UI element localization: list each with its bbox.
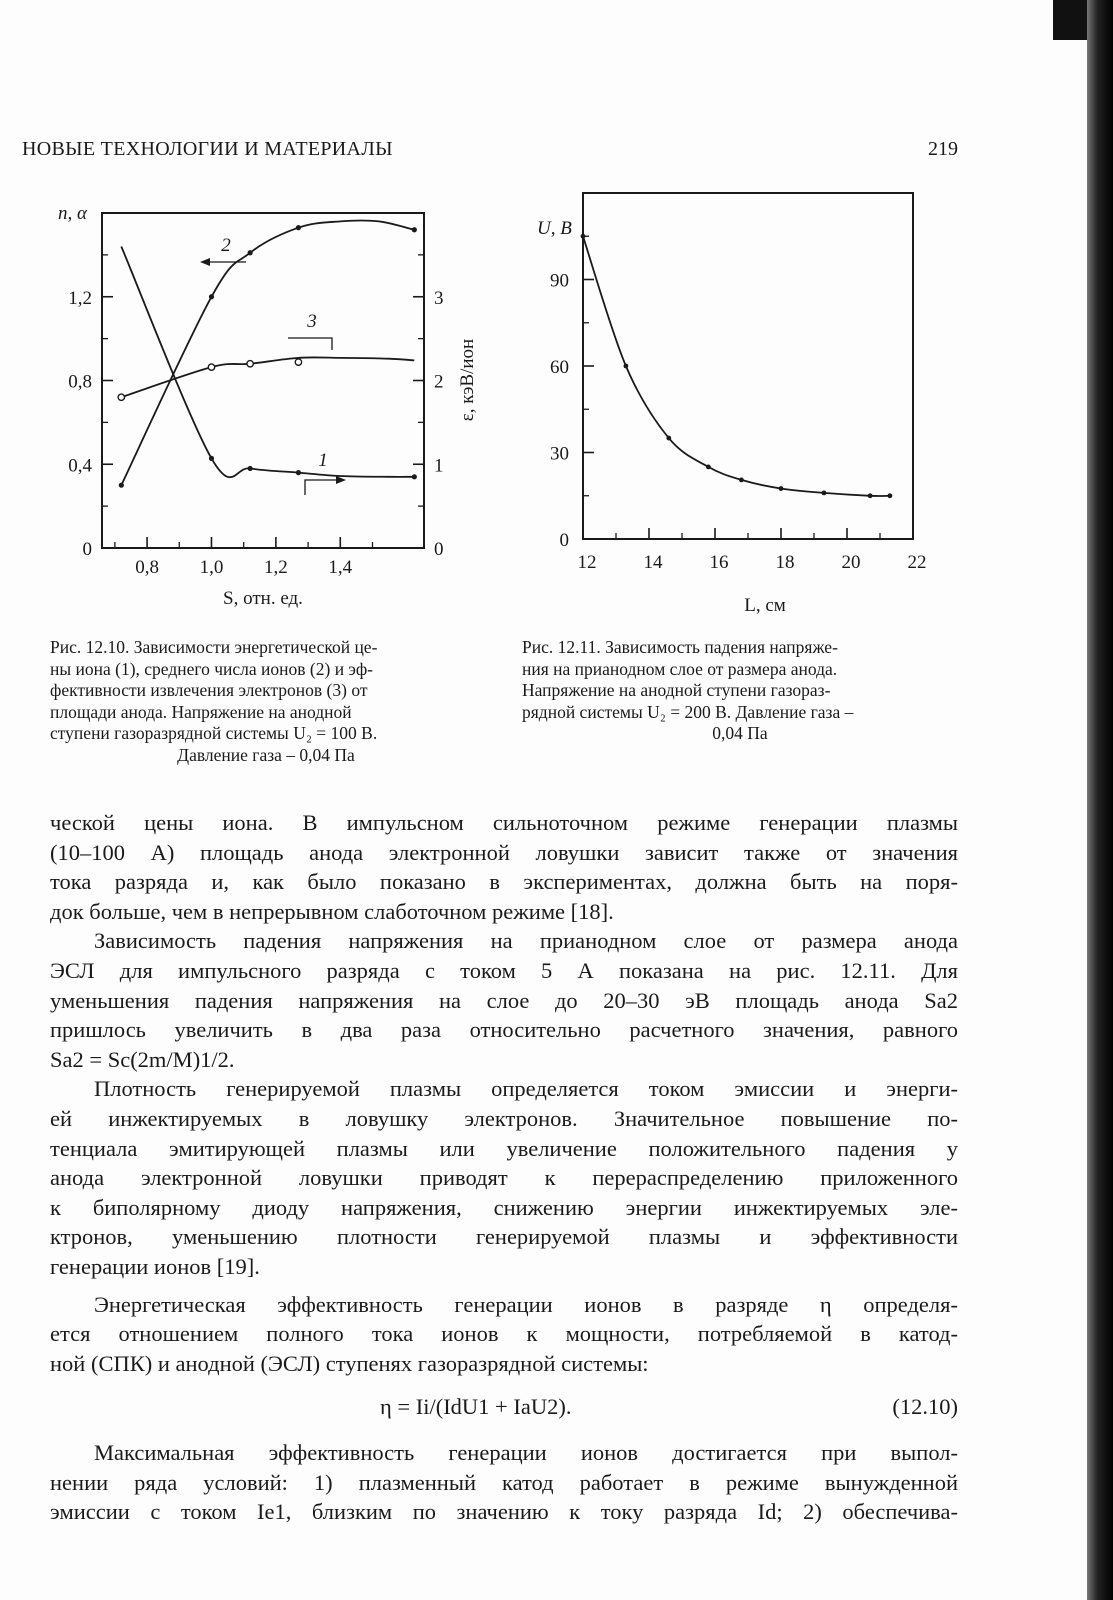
series-point (822, 490, 827, 495)
caption-line: ступени газоразрядной системы U₂ = 100 В. (50, 723, 378, 743)
y-left-tick-label: 0,8 (68, 371, 92, 393)
x-tick-label: 16 (709, 552, 729, 573)
series-point (888, 493, 893, 498)
paragraph-line: ной (СПК) и анодной (ЭСЛ) ступенях газоразрядной системы: (50, 1350, 649, 1376)
paragraph-line: анода электронной ловушки приводят к перераспределению приложенного (50, 1165, 958, 1191)
y-left-tick-label: 0 (82, 539, 92, 560)
paragraph-line: ется отношением полного тока ионов к мощности, потребляемой в катод- (50, 1321, 958, 1347)
caption-line: Рис. 12.11. Зависимость падения напряже- (522, 637, 838, 657)
caption-line: площади анода. Напряжение на анодной (50, 701, 352, 722)
x-tick-label: 12 (577, 552, 597, 573)
header-title: НОВЫЕ ТЕХНОЛОГИИ И МАТЕРИАЛЫ (22, 138, 393, 160)
x-tick-label: 14 (643, 552, 663, 573)
y-axis-label: U, В (537, 218, 572, 239)
paragraph-line: (10–100 А) площадь анода электронной ловушки зависит также от значения (50, 839, 958, 865)
curve-label-3: 3 (307, 311, 317, 332)
y-left-axis-label: n, α (58, 203, 87, 224)
figure-12-11-caption (522, 637, 958, 745)
paragraph-line: генерации ионов [19]. (50, 1253, 260, 1279)
paragraph-line: Плотность генерируемой плазмы определяется током эмиссии и энерги- (94, 1076, 958, 1102)
y-left-tick-label: 0,4 (68, 455, 92, 477)
y-right-tick-label: 0 (434, 539, 444, 560)
paragraph-line: док больше, чем в непрерывном слаботочном режиме [18]. (50, 898, 614, 924)
curve-label-1: 1 (318, 450, 328, 471)
x-axis-label: S, отн. ед. (223, 588, 303, 609)
paragraph-line: пришлось увеличить в два раза относительно расчетного значения, равного (50, 1017, 958, 1043)
figure-12-10-caption (50, 637, 482, 766)
paragraph-line: ческой цены иона. В импульсном сильноточном режиме генерации плазмы (50, 810, 958, 835)
figure-12-11-chart (0, 0, 1113, 620)
caption-line: рядной системы U₂ = 200 В. Давление газа – (522, 701, 854, 722)
body-text (50, 808, 958, 1527)
paragraph-line: ктронов, уменьшению плотности генерируемой плазмы и эффективности (50, 1224, 958, 1250)
paragraph-line: Максимальная эффективность генерации ионов достигается при выпол- (94, 1440, 958, 1466)
fig2-plot-frame (583, 193, 913, 539)
y-left-tick-label: 1,2 (68, 287, 92, 309)
curve-label-2: 2 (221, 235, 231, 256)
x-tick-label: 20 (841, 552, 861, 573)
y-tick-label: 60 (550, 357, 569, 378)
series-point (581, 234, 586, 239)
series-point (868, 493, 873, 498)
series-point (739, 477, 744, 482)
caption-line: ния на прианодном слое от размера анода. (522, 658, 838, 679)
fig2-frame-rect (583, 193, 913, 539)
caption-line: Рис. 12.10. Зависимости энергетической це- (50, 637, 378, 657)
equation-number: (12.10) (892, 1394, 958, 1420)
y-tick-label: 30 (550, 443, 569, 465)
series-point (666, 436, 671, 441)
x-tick-label: 22 (907, 552, 927, 573)
equation-12-10 (50, 1378, 958, 1438)
y-right-axis-label: ε, кэВ/ион (457, 338, 478, 422)
page-number: 219 (928, 138, 958, 160)
x-tick-label: 1,4 (328, 557, 353, 578)
series-point (624, 364, 629, 369)
y-tick-label: 0 (559, 530, 569, 551)
series-point (779, 486, 784, 491)
paragraph-line: Зависимость падения напряжения на прианодном слое от размера анода (94, 928, 958, 954)
series-line (583, 236, 890, 496)
paragraph-line: тенциала эмитирующей плазмы или увеличение положительного падения у (50, 1135, 958, 1161)
paragraph-line: тока разряда и, как было показано в экспериментах, должна быть на поря- (50, 869, 958, 895)
y-right-tick-label: 3 (434, 287, 444, 309)
x-tick-label: 18 (775, 552, 795, 573)
x-tick-label: 0,8 (135, 557, 159, 578)
y-right-tick-label: 2 (434, 371, 444, 393)
y-tick-label: 90 (550, 270, 569, 292)
caption-line-last: 0,04 Па (712, 723, 768, 743)
paragraph-line: нении ряда условий: 1) плазменный катод работает в режиме вынужденной (50, 1469, 958, 1495)
paragraph-line: Энергетическая эффективность генерации ионов в разряде η определя- (94, 1291, 958, 1317)
x-tick-label: 1,0 (199, 557, 224, 578)
paragraph-line: эмиссии с током Ie1, близким по значению к току разряда Id; 2) обеспечива- (50, 1499, 958, 1525)
paragraph-line: к биполярному диоду напряжения, снижению энергии инжектируемых эле- (50, 1194, 958, 1220)
caption-line: ны иона (1), среднего числа ионов (2) и эф- (50, 658, 374, 679)
series-point (706, 465, 711, 470)
paragraph-line: Sa2 = Sc(2m/M)1/2. (50, 1046, 235, 1072)
caption-line: Напряжение на анодной ступени газораз- (522, 680, 831, 700)
paragraph-line: уменьшения падения напряжения на слое до 20–30 эВ площадь анода Sa2 (50, 987, 958, 1013)
y-right-tick-label: 1 (434, 455, 444, 477)
caption-line-last: Давление газа – 0,04 Па (177, 744, 355, 765)
x-tick-label: 1,2 (264, 557, 288, 578)
paragraph-line: ей инжектируемых в ловушку электронов. Значительное повышение по- (50, 1105, 958, 1131)
caption-line: фективности извлечения электронов (3) от (50, 680, 368, 700)
paragraph-line: ЭСЛ для импульсного разряда с током 5 А показана на рис. 12.11. Для (50, 957, 958, 983)
x-axis-label: L, см (744, 595, 786, 616)
equation-expression: η = Ii/(IdU1 + IaU2). (380, 1394, 572, 1420)
